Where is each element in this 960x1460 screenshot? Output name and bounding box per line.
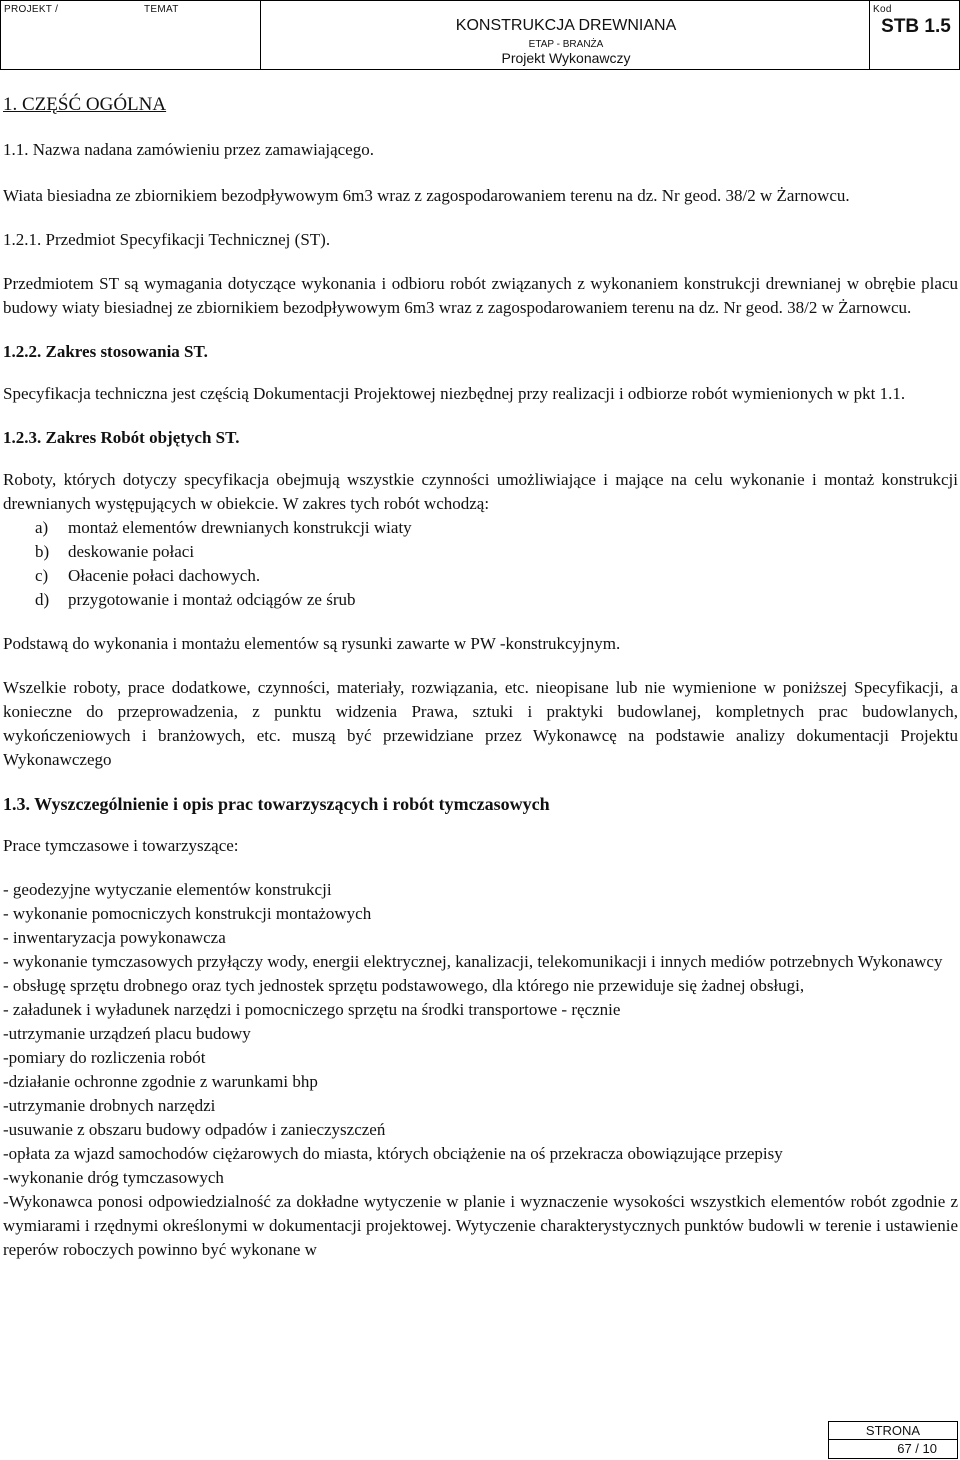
temporary-works-list (3, 878, 958, 1262)
footer-strona-label: STRONA (829, 1422, 957, 1440)
list-item-text: montaż elementów drewnianych konstrukcji wiaty (68, 518, 412, 537)
list-item (35, 588, 958, 612)
list-marker: b) (35, 542, 50, 561)
section-heading-1: 1. CZĘŚĆ OGÓLNA (3, 94, 167, 115)
list-item: -opłata za wjazd samochodów ciężarowych do miasta, których obciążenie na oś przekracza obowiązujące przepisy (3, 1144, 783, 1163)
paragraph-other-works: Wszelkie roboty, prace dodatkowe, czynności, materiały, rozwiązania, etc. nieopisane lub nie wymienione w poniższej Specyfikacji, a konieczne do przeprowadzenia, z punktu widzenia Prawa, sztuki i praktyki budowlanej, kompletnych prac budowlanych, wykończeniowych i branżowych, etc. muszą być przewidziane przez Wykonawcę na podstawie analizy dokumentacji Projektu Wykonawczego (3, 678, 958, 769)
header-kod-label: Kod (873, 4, 892, 15)
list-marker: c) (35, 566, 49, 585)
list-item: -usuwanie z obszaru budowy odpadów i zanieczyszczeń (3, 1120, 386, 1139)
list-item: -Wykonawca ponosi odpowiedzialność za dokładne wytyczenie w planie i wyznaczenie wysokości wszystkich elementów robót zgodnie z wymiarami i rzędnymi określonymi w dokumentacji projektowej. Wytyczenie charakterystycznych punktów budowli w terenie i ustawienie reperów roboczych powinno być wykonane w (3, 1192, 958, 1259)
section-heading-1-3: 1.3. Wyszczególnienie i opis prac towarzyszących i robót tymczasowych (3, 794, 550, 814)
section-heading-1-1: 1.1. Nazwa nadana zamówieniu przez zamawiającego. (3, 140, 374, 159)
list-item: - geodezyjne wytyczanie elementów konstrukcji (3, 880, 332, 899)
header-projekt-label: PROJEKT / (4, 4, 59, 15)
list-item: -działanie ochronne zgodnie z warunkami bhp (3, 1072, 318, 1091)
list-item (35, 540, 958, 564)
header-title: KONSTRUKCJA DREWNIANA (455, 17, 677, 34)
section-heading-1-2-3: 1.2.3. Zakres Robót objętych ST. (3, 428, 240, 447)
paragraph-temporary-intro: Prace tymczasowe i towarzyszące: (3, 836, 239, 855)
header-subtitle: Projekt Wykonawczy (501, 50, 631, 66)
list-item: -pomiary do rozliczenia robót (3, 1048, 206, 1067)
document-header (0, 0, 960, 70)
works-list (35, 516, 958, 612)
section-heading-1-2-1: 1.2.1. Przedmiot Specyfikacji Technicznej (ST). (3, 230, 331, 249)
list-item-text: Ołacenie połaci dachowych. (68, 566, 261, 585)
list-marker: a) (35, 518, 49, 537)
paragraph-basis: Podstawą do wykonania i montażu elementów są rysunki zawarte w PW -konstrukcyjnym. (3, 634, 621, 653)
header-etap: ETAP - BRANŻA (528, 39, 604, 50)
list-item: - załadunek i wyładunek narzędzi i pomocniczego sprzętu na środki transportowe - ręcznie (3, 1000, 621, 1019)
list-item: -wykonanie dróg tymczasowych (3, 1168, 224, 1187)
page-number: 67 / 10 (897, 1441, 937, 1456)
paragraph-st-subject: Przedmiotem ST są wymagania dotyczące wykonania i odbioru robót związanych z wykonaniem konstrukcji drewnianej w obrębie placu budowy wiaty biesiadnej ze zbiornikiem bezodpływowym 6m3 wraz z zagospodarowaniem terenu na dz. Nr geod. 38/2 w Żarnowcu. (3, 274, 958, 317)
header-code: STB 1.5 (881, 16, 951, 37)
list-item: - wykonanie tymczasowych przyłączy wody, energii elektrycznej, kanalizacji, telekomunikacji i innych mediów potrzebnych Wykonawcy (3, 952, 943, 971)
paragraph-works-scope: Roboty, których dotyczy specyfikacja obejmują wszystkie czynności umożliwiające i mające na celu wykonanie i montaż konstrukcji drewnianych występujących w obiekcie. W zakres tych robót wchodzą: (3, 470, 958, 513)
header-temat-label: TEMAT (144, 4, 179, 15)
list-marker: d) (35, 590, 50, 609)
list-item: -utrzymanie urządzeń placu budowy (3, 1024, 251, 1043)
page-footer-box (828, 1421, 958, 1459)
section-heading-1-2-2: 1.2.2. Zakres stosowania ST. (3, 342, 208, 361)
paragraph-order-name: Wiata biesiadna ze zbiornikiem bezodpływowym 6m3 wraz z zagospodarowaniem terenu na dz. Nr geod. 38/2 w Żarnowcu. (3, 186, 850, 205)
list-item: -utrzymanie drobnych narzędzi (3, 1096, 216, 1115)
list-item (35, 516, 958, 540)
list-item-text: deskowanie połaci (68, 542, 195, 561)
list-item: - obsługę sprzętu drobnego oraz tych jednostek sprzętu podstawowego, dla którego nie przewiduje się żadnej obsługi, (3, 976, 805, 995)
document-body (3, 92, 958, 1262)
list-item (35, 564, 958, 588)
paragraph-st-scope: Specyfikacja techniczna jest częścią Dokumentacji Projektowej niezbędnej przy realizacji i odbiorze robót wymienionych w pkt 1.1. (3, 384, 906, 403)
list-item: - inwentaryzacja powykonawcza (3, 928, 226, 947)
list-item-text: przygotowanie i montaż odciągów ze śrub (68, 590, 356, 609)
list-item: - wykonanie pomocniczych konstrukcji montażowych (3, 904, 372, 923)
